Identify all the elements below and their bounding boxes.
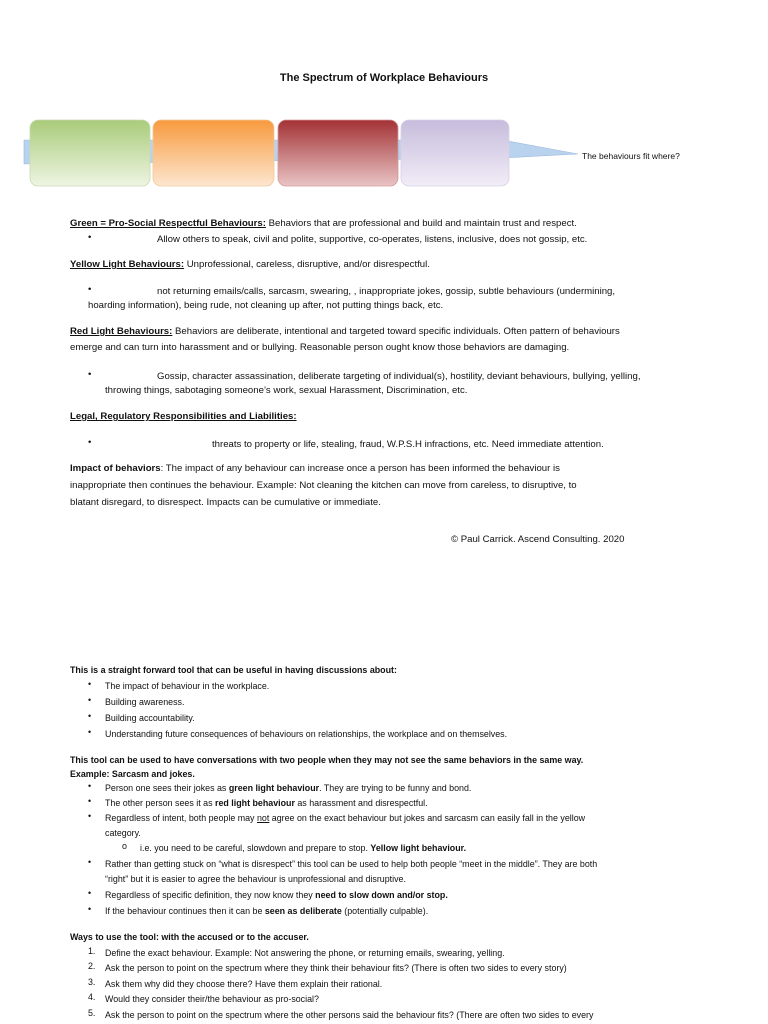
conversations-heading: This tool can be used to have conversations with two people when they may not see the same behaviors in the same way. (70, 755, 584, 765)
green-zone (30, 120, 150, 186)
bullet-marker: • (88, 679, 92, 689)
bullet-marker: • (88, 437, 92, 448)
red-bullet-line1: Gossip, character assassination, deliberate targeting of individual(s), hostility, deviant behaviours, bullying, yelling, (157, 371, 641, 382)
legal-bullet: threats to property or life, stealing, fraud, W.P.S.H infractions, etc. Need immediate attention. (212, 439, 604, 450)
conversation-item: Regardless of intent, both people may not agree on the exact behaviour but jokes and sarcasm can easily fall in the yellow (105, 813, 586, 823)
list-number: 1. (88, 946, 96, 956)
tool-heading: This is a straight forward tool that can be useful in having discussions about: (70, 665, 397, 675)
green-heading: Green = Pro-Social Respectful Behaviours: (70, 218, 266, 229)
tool-item: Understanding future consequences of behaviours on relationships, the workplace and on themselves. (105, 729, 508, 739)
yellow-bullet-line2: hoarding information), being rude, not cleaning up after, not putting things back, etc. (88, 300, 444, 311)
red-bullet-line2: throwing things, sabotaging someone’s work, sexual Harassment, Discrimination, etc. (105, 385, 468, 396)
bullet-marker: • (88, 857, 92, 867)
conversation-item: The other person sees it as red light behaviour as harassment and disrespectful. (105, 798, 428, 808)
impact-heading: Impact of behaviors (70, 463, 161, 474)
bullet-marker: • (88, 781, 92, 791)
yellow-zone (153, 120, 274, 186)
legal-zone (401, 120, 509, 186)
conversation-item: If the behaviour continues then it can be seen as deliberate (potentially culpable). (105, 906, 429, 916)
bullet-marker: • (88, 232, 92, 243)
bullet-marker: • (88, 811, 92, 821)
bullet-marker: • (88, 727, 92, 737)
yellow-bullet-line1: not returning emails/calls, sarcasm, swearing, , inappropriate jokes, gossip, subtle behaviours (undermining, (157, 286, 616, 297)
ways-item: Ask the person to point on the spectrum where the other persons said the behaviour fits? (There are often two sides to every (105, 1010, 594, 1020)
ways-item: Define the exact behaviour. Example: Not answering the phone, or returning emails, swearing, yelling. (105, 948, 505, 958)
green-section (70, 216, 577, 232)
conversation-item-cont: category. (105, 828, 141, 838)
ways-item: Ask the person to point on the spectrum where they think their behaviour fits? (There is often two sides to every story) (105, 963, 567, 973)
list-number: 5. (88, 1008, 96, 1018)
sub-bullet-marker: o (122, 841, 127, 851)
impact-section (70, 461, 560, 477)
green-bullet: Allow others to speak, civil and polite, supportive, co-operates, listens, inclusive, does not gossip, etc. (157, 234, 588, 245)
tool-item: Building accountability. (105, 713, 195, 723)
conversation-item: Rather than getting stuck on “what is disrespect” this tool can be used to help both people “meet in the middle”. They are both (105, 859, 598, 869)
copyright-notice: © Paul Carrick. Ascend Consulting. 2020 (451, 534, 625, 545)
red-heading: Red Light Behaviours: (70, 326, 173, 337)
ways-item: Ask them why did they choose there? Have them explain their rational. (105, 979, 383, 989)
red-zone (278, 120, 398, 186)
bullet-marker: • (88, 284, 92, 295)
impact-line2: inappropriate then continues the behaviour. Example: Not cleaning the kitchen can move from careless, to disruptive, to (70, 480, 577, 491)
conversation-item-cont: “right” but it is easier to agree the behaviour is unprofessional and disruptive. (105, 874, 406, 884)
bullet-marker: • (88, 711, 92, 721)
ways-heading: Ways to use the tool: with the accused or to the accuser. (70, 932, 309, 942)
conversation-subitem: i.e. you need to be careful, slowdown and prepare to stop. Yellow light behaviour. (140, 843, 467, 853)
red-section (70, 324, 620, 340)
conversation-item: Regardless of specific definition, they now know they need to slow down and/or stop. (105, 890, 448, 900)
behaviour-spectrum-graphic (22, 118, 582, 188)
legal-heading: Legal, Regulatory Responsibilities and Liabilities: (70, 411, 297, 422)
green-text: Behaviors that are professional and build and maintain trust and respect. (265, 218, 577, 229)
list-number: 3. (88, 977, 96, 987)
page-title: The Spectrum of Workplace Behaviours (279, 72, 489, 84)
conversation-item: Person one sees their jokes as green light behaviour. They are trying to be funny and bond. (105, 783, 472, 793)
bullet-marker: • (88, 695, 92, 705)
yellow-heading: Yellow Light Behaviours: (70, 259, 185, 270)
conversations-example: Example: Sarcasm and jokes. (70, 769, 195, 779)
bullet-marker: • (88, 888, 92, 898)
tool-item: Building awareness. (105, 697, 185, 707)
yellow-section (70, 257, 430, 273)
red-text-line2: emerge and can turn into harassment and or bullying. Reasonable person ought know those behaviors are damaging. (70, 342, 570, 353)
impact-line1: : The impact of any behaviour can increase once a person has been informed the behaviour is (160, 463, 560, 474)
bullet-marker: • (88, 369, 92, 380)
list-number: 2. (88, 961, 96, 971)
spectrum-caption: The behaviours fit where? (582, 151, 680, 161)
bullet-marker: • (88, 796, 92, 806)
yellow-text: Unprofessional, careless, disruptive, and/or disrespectful. (184, 259, 430, 270)
impact-line3: blatant disregard, to disrespect. Impacts can be cumulative or immediate. (70, 497, 381, 508)
bullet-marker: • (88, 904, 92, 914)
red-text-line1: Behaviors are deliberate, intentional and targeted toward specific individuals. Often pattern of behaviours (172, 326, 620, 337)
list-number: 4. (88, 992, 96, 1002)
ways-item: Would they consider their/the behaviour as pro-social? (105, 994, 319, 1004)
tool-item: The impact of behaviour in the workplace. (105, 681, 270, 691)
